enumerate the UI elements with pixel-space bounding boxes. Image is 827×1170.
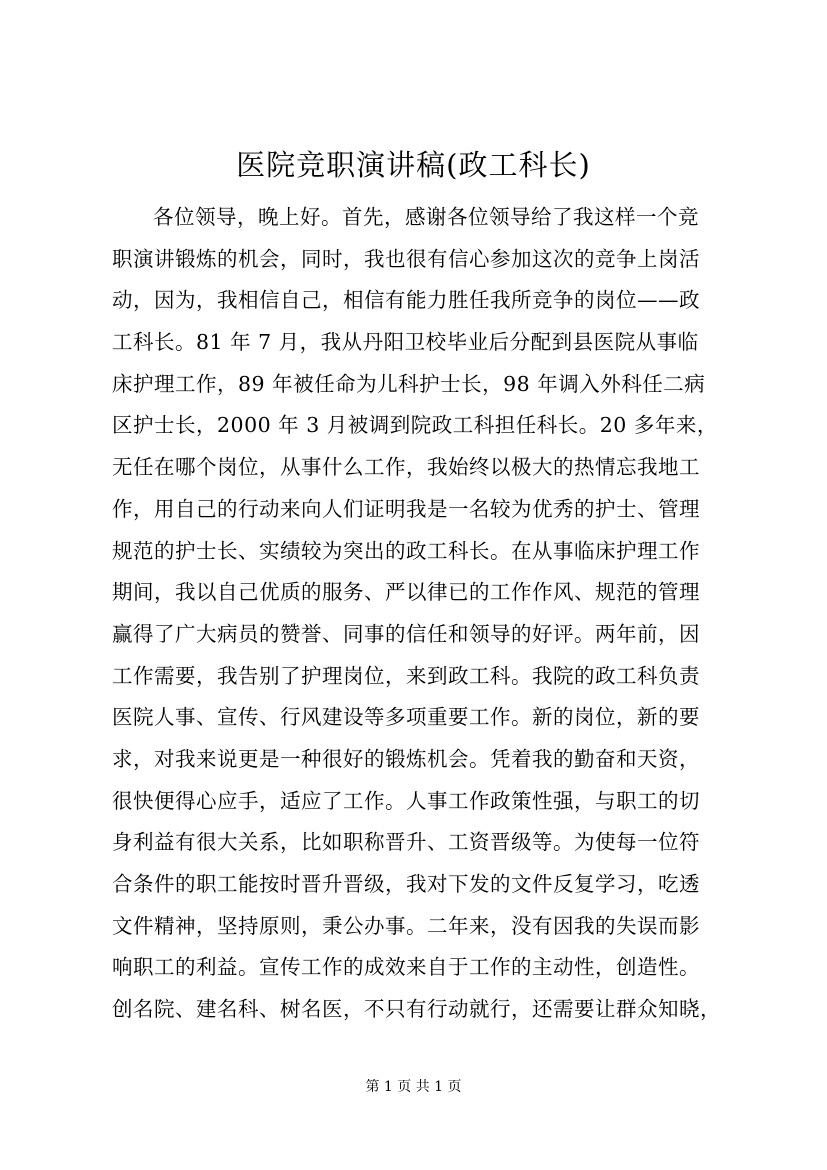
body-line: 创名院、建名科、树名医，不只有行动就行，还需要让群众知晓， (112, 997, 721, 1022)
body-line: 工作需要，我告别了护理岗位，来到政工科。我院的政工科负责 (112, 663, 700, 688)
body-line: 赢得了广大病员的赞誉、同事的信任和领导的好评。两年前，因 (112, 621, 700, 646)
document-title: 医院竞职演讲稿(政工科长) (236, 148, 591, 182)
body-line: 职演讲锻炼的机会，同时，我也很有信心参加这次的竞争上岗活 (112, 246, 700, 271)
body-line: 合条件的职工能按时晋升晋级，我对下发的文件反复学习，吃透 (112, 872, 700, 896)
body-line: 医院人事、宣传、行风建设等多项重要工作。新的岗位，新的要 (112, 705, 700, 730)
body-line: 很快便得心应手，适应了工作。人事工作政策性强，与职工的切 (112, 788, 700, 813)
body-line: 床护理工作，89 年被任命为儿科护士长，98 年调入外科任二病 (112, 371, 706, 396)
body-line: 无任在哪个岗位，从事什么工作，我始终以极大的热情忘我地工 (112, 455, 700, 480)
body-line: 动，因为，我相信自己，相信有能力胜任我所竞争的岗位——政 (112, 288, 700, 313)
document-body (112, 197, 752, 1031)
body-line: 文件精神，坚持原则，秉公办事。二年来，没有因我的失误而影 (112, 913, 700, 938)
body-line: 工科长。81 年 7 月，我从丹阳卫校毕业后分配到县医院从事临 (112, 330, 699, 355)
body-line: 区护士长，2000 年 3 月被调到院政工科担任科长。20 多年来， (112, 413, 718, 438)
body-line: 响职工的利益。宣传工作的成效来自于工作的主动性，创造性。 (112, 955, 700, 980)
page-footer: 第 1 页 共 1 页 (365, 1079, 462, 1095)
body-line: 作，用自己的行动来向人们证明我是一名较为优秀的护士、管理 (112, 496, 700, 521)
body-line: 规范的护士长、实绩较为突出的政工科长。在从事临床护理工作 (112, 538, 700, 563)
body-line: 身利益有很大关系，比如职称晋升、工资晋级等。为使每一位符 (112, 830, 700, 855)
body-line: 期间，我以自己优质的服务、严以律已的工作作风、规范的管理 (112, 580, 700, 605)
body-line: 求，对我来说更是一种很好的锻炼机会。凭着我的勤奋和天资， (112, 746, 700, 771)
body-line: 各位领导，晚上好。首先，感谢各位领导给了我这样一个竞 (153, 205, 699, 229)
